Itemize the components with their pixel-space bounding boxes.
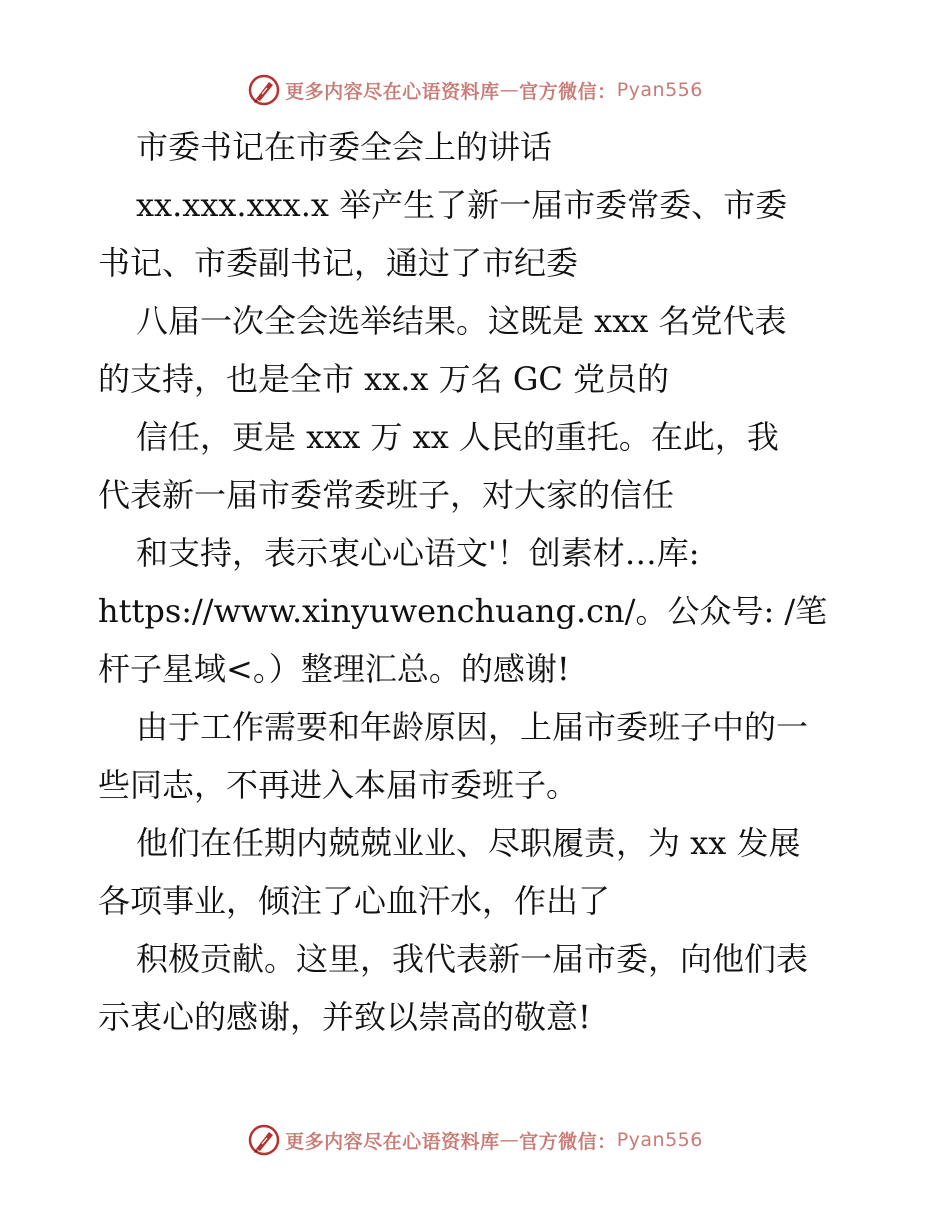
- paragraph-line: 他们在任期内兢兢业业、尽职履责，为 xx 发展: [136, 824, 801, 862]
- quill-pen-logo-icon: [247, 73, 281, 107]
- paragraph-line: 示衷心的感谢，并致以崇高的敬意!: [98, 998, 591, 1036]
- banner-text: 更多内容尽在心语资料库: [285, 80, 500, 103]
- paragraph-line: 和支持，表示衷心心语文'！创素材…库:: [136, 534, 700, 572]
- document-body: [98, 118, 858, 1046]
- banner-wechat-id: Pyan556: [616, 1129, 703, 1151]
- banner-text: 更多内容尽在心语资料库: [285, 1130, 500, 1153]
- banner-wechat-id: Pyan556: [616, 79, 703, 101]
- quill-pen-logo-icon: [247, 1123, 281, 1157]
- paragraph-line: https://www.xinyuwenchuang.cn/。公众号: /笔: [98, 592, 828, 630]
- paragraph-line: 由于工作需要和年龄原因，上届市委班子中的一: [136, 708, 809, 746]
- paragraph-line: 书记、市委副书记，通过了市纪委: [98, 244, 579, 282]
- banner-official-label: 官方微信：: [519, 1130, 617, 1153]
- header-banner: [0, 70, 950, 110]
- paragraph-line: 积极贡献。这里，我代表新一届市委，向他们表: [136, 940, 809, 978]
- paragraph-line: 代表新一届市委常委班子，对大家的信任: [98, 476, 675, 514]
- document-title: 市委书记在市委全会上的讲话: [136, 128, 553, 166]
- paragraph-line: 的支持，也是全市 xx.x 万名 GC 党员的: [98, 360, 670, 398]
- banner-separator: —: [499, 1129, 520, 1151]
- paragraph-line: 信任，更是 xxx 万 xx 人民的重托。在此，我: [136, 418, 779, 456]
- banner-official-label: 官方微信：: [519, 80, 617, 103]
- footer-banner: [0, 1120, 950, 1160]
- paragraph-line: 杆子星域<。）整理汇总。的感谢!: [98, 650, 570, 688]
- paragraph-line: xx.xxx.xxx.x 举产生了新一届市委常委、市委: [136, 186, 788, 224]
- paragraph-line: 些同志，不再进入本届市委班子。: [98, 766, 579, 804]
- paragraph-line: 各项事业，倾注了心血汗水，作出了: [98, 882, 611, 920]
- banner-separator: —: [499, 79, 520, 101]
- paragraph-line: 八届一次全会选举结果。这既是 xxx 名党代表: [136, 302, 787, 340]
